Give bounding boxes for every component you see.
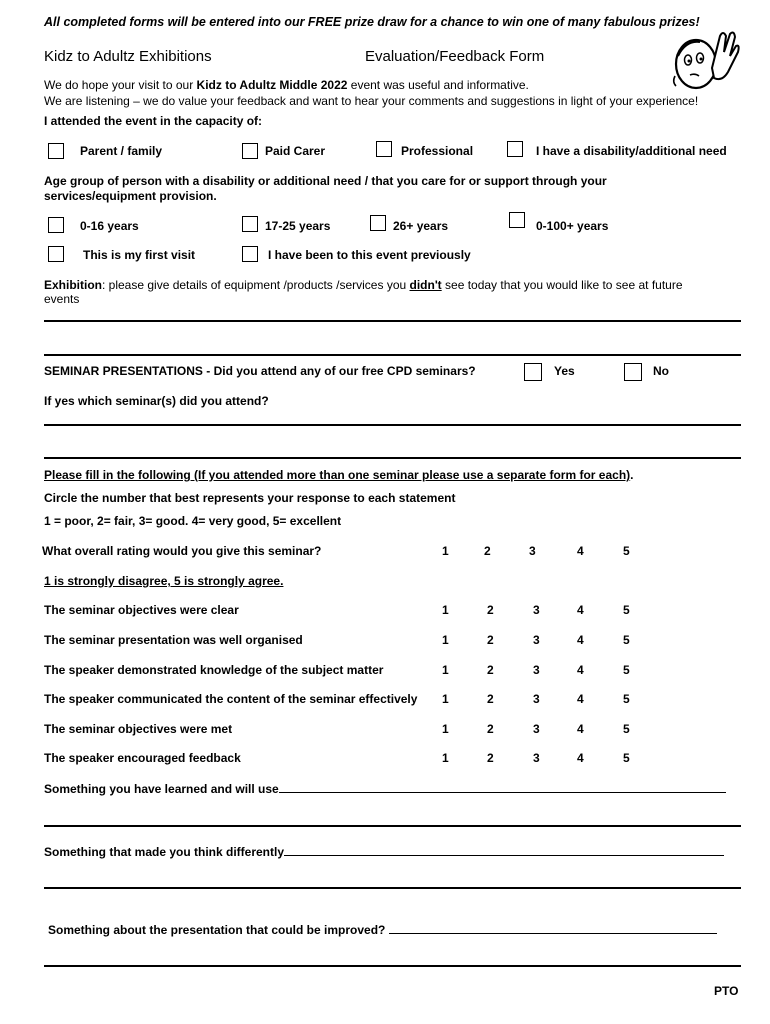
checkbox-age-0-100-plus[interactable] [509,212,525,228]
rating-option[interactable]: 1 [442,692,449,706]
overall-rating-3[interactable]: 3 [529,544,536,558]
think-differently-question: Something that made you think differently [44,844,724,859]
rating-option[interactable]: 5 [623,722,630,736]
rating-option[interactable]: 5 [623,633,630,647]
rating-option[interactable]: 1 [442,663,449,677]
rating-option[interactable]: 5 [623,751,630,765]
learned-answer-line[interactable] [44,825,741,827]
agree-scale-note: 1 is strongly disagree, 5 is strongly agree. [44,574,284,588]
which-seminar-question: If yes which seminar(s) did you attend? [44,394,269,408]
visit-option-label: I have been to this event previously [268,248,471,262]
rating-option[interactable]: 1 [442,603,449,617]
section-divider [44,457,741,459]
exhibition-question: Exhibition: please give details of equipment /products /services you didn't see today that you would like to see at future [44,278,683,292]
think-differently-answer-line[interactable] [44,887,741,889]
improve-answer-blank[interactable] [389,922,717,934]
prize-draw-note: All completed forms will be entered into our FREE prize draw for a chance to win one of many fabulous prizes! [44,15,700,29]
rating-option[interactable]: 5 [623,663,630,677]
checkbox-parent-family[interactable] [48,143,64,159]
rating-instruction: Please fill in the following (If you attended more than one seminar please use a separate form for each). [44,468,634,482]
checkbox-professional[interactable] [376,141,392,157]
rating-option[interactable]: 4 [577,692,584,706]
pto-label: PTO [714,984,739,998]
overall-rating-5[interactable]: 5 [623,544,630,558]
rating-option[interactable]: 4 [577,751,584,765]
rating-option[interactable]: 4 [577,722,584,736]
statement-label: The seminar objectives were clear [44,603,239,617]
capacity-option-label: Professional [401,144,474,158]
capacity-option-label: I have a disability/additional need [536,144,727,158]
intro-line-1: We do hope your visit to our Kidz to Adultz Middle 2022 event was useful and informative. [44,78,529,92]
form-title: Evaluation/Feedback Form [365,48,545,65]
rating-option[interactable]: 5 [623,692,630,706]
capacity-option-label: Paid Carer [265,144,326,158]
rating-option[interactable]: 2 [487,663,494,677]
age-option-label: 0-100+ years [536,219,609,233]
age-group-question-line-1: Age group of person with a disability or additional need / that you care for or support through your [44,174,607,188]
checkbox-disability-need[interactable] [507,141,523,157]
section-divider [44,354,741,356]
overall-rating-1[interactable]: 1 [442,544,449,558]
learned-answer-blank[interactable] [279,781,726,793]
seminar-no-label: No [653,364,669,378]
rating-option[interactable]: 1 [442,633,449,647]
capacity-question: I attended the event in the capacity of: [44,114,263,128]
rating-option[interactable]: 3 [533,692,540,706]
rating-option[interactable]: 3 [533,722,540,736]
rating-option[interactable]: 4 [577,633,584,647]
learned-question: Something you have learned and will use [44,781,726,796]
statement-label: The seminar presentation was well organised [44,633,303,647]
event-name: Kidz to Adultz Middle 2022 [196,78,348,92]
checkbox-age-26-plus[interactable] [370,215,386,231]
exhibition-question-end: events [44,292,80,306]
capacity-option-label: Parent / family [80,144,163,158]
rating-option[interactable]: 1 [442,722,449,736]
rating-option[interactable]: 2 [487,692,494,706]
rating-option[interactable]: 3 [533,751,540,765]
visit-option-label: This is my first visit [83,248,196,262]
statement-label: The seminar objectives were met [44,722,233,736]
organization-name: Kidz to Adultz Exhibitions [44,48,212,65]
rating-option[interactable]: 5 [623,603,630,617]
rating-option[interactable]: 1 [442,751,449,765]
rating-option[interactable]: 2 [487,751,494,765]
rating-option[interactable]: 4 [577,603,584,617]
think-differently-blank[interactable] [284,844,724,856]
checkbox-seminar-no[interactable] [624,363,642,381]
circle-note: Circle the number that best represents your response to each statement [44,491,456,505]
checkbox-paid-carer[interactable] [242,143,258,159]
intro-line-2: We are listening – we do value your feedback and want to hear your comments and suggestions in light of your experience! [44,94,699,108]
checkbox-visited-previously[interactable] [242,246,258,262]
rating-option[interactable]: 3 [533,663,540,677]
overall-rating-2[interactable]: 2 [484,544,491,558]
age-option-label: 17-25 years [265,219,331,233]
overall-rating-4[interactable]: 4 [577,544,584,558]
checkbox-first-visit[interactable] [48,246,64,262]
seminar-answer-line[interactable] [44,424,741,426]
rating-option[interactable]: 2 [487,633,494,647]
exhibition-answer-line[interactable] [44,320,741,322]
checkbox-seminar-yes[interactable] [524,363,542,381]
age-option-label: 0-16 years [80,219,139,233]
seminar-question: SEMINAR PRESENTATIONS - Did you attend any of our free CPD seminars? [44,364,476,378]
age-group-question-line-2: services/equipment provision. [44,189,217,203]
rating-option[interactable]: 3 [533,633,540,647]
overall-rating-question: What overall rating would you give this seminar? [42,544,322,558]
rating-option[interactable]: 2 [487,722,494,736]
statement-label: The speaker encouraged feedback [44,751,241,765]
improve-answer-line[interactable] [44,965,741,967]
scale-key: 1 = poor, 2= fair, 3= good. 4= very good, 5= excellent [44,514,342,528]
rating-option[interactable]: 3 [533,603,540,617]
age-option-label: 26+ years [393,219,449,233]
checkbox-age-17-25[interactable] [242,216,258,232]
didnt-emphasis: didn't [409,278,442,292]
thinking-face-illustration [668,28,742,96]
improve-question: Something about the presentation that could be improved? [48,922,717,937]
rating-option[interactable]: 2 [487,603,494,617]
statement-label: The speaker demonstrated knowledge of the subject matter [44,663,384,677]
rating-option[interactable]: 4 [577,663,584,677]
checkbox-age-0-16[interactable] [48,217,64,233]
statement-label: The speaker communicated the content of the seminar effectively [44,692,418,706]
seminar-yes-label: Yes [554,364,575,378]
